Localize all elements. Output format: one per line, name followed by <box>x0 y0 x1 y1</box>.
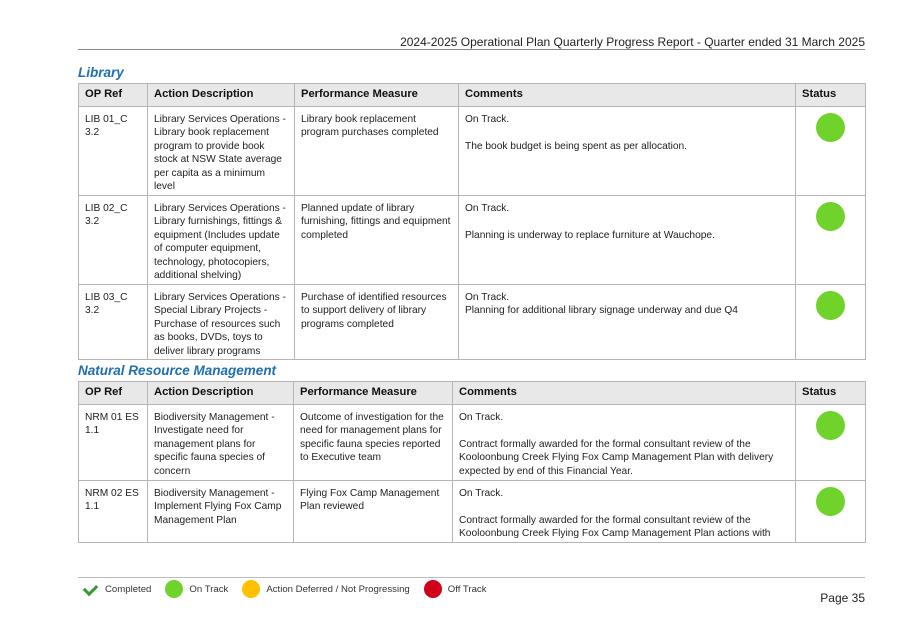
col-header-op-ref: OP Ref <box>79 84 148 107</box>
page-header <box>78 0 865 50</box>
table-row <box>79 196 866 285</box>
action-description: Biodiversity Management - Investigate need for management plans for specific fauna species of concern <box>148 405 294 481</box>
report-title: 2024-2025 Operational Plan Quarterly Progress Report - Quarter ended 31 March 2025 <box>400 35 865 49</box>
amber-circle-icon <box>242 580 260 598</box>
status-cell <box>796 196 866 285</box>
page-number: Page 35 <box>820 591 865 605</box>
comment-detail: Planning is underway to replace furniture at Wauchope. <box>465 229 715 241</box>
nrm-table <box>78 381 866 543</box>
legend-item-on-track <box>165 580 228 598</box>
performance-measure: Library book replacement program purchases completed <box>295 107 459 196</box>
performance-measure: Planned update of library furnishing, fittings and equipment completed <box>295 196 459 285</box>
table-row <box>79 107 866 196</box>
action-description: Library Services Operations - Special Library Projects - Purchase of resources such as books, DVDs, toys to deliver library programs <box>148 285 295 360</box>
op-ref: LIB 01_C 3.2 <box>79 107 148 196</box>
performance-measure: Purchase of identified resources to support delivery of library programs completed <box>295 285 459 360</box>
col-header-measure: Performance Measure <box>295 84 459 107</box>
on-track-status-icon <box>816 202 845 231</box>
col-header-op-ref: OP Ref <box>79 382 148 405</box>
legend-label: Completed <box>105 583 152 595</box>
comment-detail: The book budget is being spent as per allocation. <box>465 140 688 152</box>
on-track-status-icon <box>816 411 845 440</box>
on-track-status-icon <box>816 291 845 320</box>
comment-status: On Track. <box>459 488 504 499</box>
op-ref: NRM 01 ES 1.1 <box>79 405 148 481</box>
section-title-library: Library <box>78 65 124 80</box>
table-header-row <box>79 382 866 405</box>
op-ref: LIB 03_C 3.2 <box>79 285 148 360</box>
table-row <box>79 481 866 543</box>
legend-item-completed <box>82 584 151 595</box>
comment-status: On Track. <box>459 412 504 423</box>
status-legend <box>82 578 501 600</box>
comment-detail: Planning for additional library signage underway and due Q4 <box>465 305 738 317</box>
green-circle-icon <box>165 580 183 598</box>
col-header-action: Action Description <box>148 84 295 107</box>
comment-status: On Track. <box>465 114 510 125</box>
col-header-comments: Comments <box>453 382 796 405</box>
table-row <box>79 285 866 360</box>
table-header-row <box>79 84 866 107</box>
legend-label: On Track <box>189 583 229 595</box>
comments <box>459 107 796 196</box>
checkmark-icon <box>83 580 99 596</box>
op-ref: LIB 02_C 3.2 <box>79 196 148 285</box>
status-cell <box>796 405 866 481</box>
on-track-status-icon <box>816 487 845 516</box>
performance-measure: Flying Fox Camp Management Plan reviewed <box>294 481 453 543</box>
action-description: Library Services Operations - Library book replacement program to provide book stock at NSW State average per capita as a minimum level <box>148 107 295 196</box>
col-header-status: Status <box>796 382 866 405</box>
op-ref: NRM 02 ES 1.1 <box>79 481 148 543</box>
library-table <box>78 83 866 360</box>
legend-label: Action Deferred / Not Progressing <box>266 583 410 595</box>
section-title-natural-resource-management: Natural Resource Management <box>78 363 277 378</box>
comments <box>453 405 796 481</box>
comments <box>459 285 796 360</box>
status-cell <box>796 285 866 360</box>
comment-status: On Track. <box>465 292 510 303</box>
status-cell <box>796 107 866 196</box>
table-row <box>79 405 866 481</box>
comment-detail: Contract formally awarded for the formal consultant review of the Kooloonbung Creek Flying Fox Camp Management Plan with delivery expected by end of this Financial Year. <box>459 438 774 477</box>
col-header-measure: Performance Measure <box>294 382 453 405</box>
status-cell <box>796 481 866 543</box>
legend-item-off-track <box>424 580 487 598</box>
performance-measure: Outcome of investigation for the need for management plans for specific fauna species reported to Executive team <box>294 405 453 481</box>
col-header-comments: Comments <box>459 84 796 107</box>
col-header-status: Status <box>796 84 866 107</box>
comments <box>453 481 796 543</box>
comment-detail: Contract formally awarded for the formal consultant review of the Kooloonbung Creek Flying Fox Camp Management Plan actions with <box>459 514 771 540</box>
legend-label: Off Track <box>447 583 487 595</box>
comments <box>459 196 796 285</box>
action-description: Library Services Operations - Library furnishings, fittings & equipment (Includes update of computer equipment, technology, photocopiers, additional shelving) <box>148 196 295 285</box>
on-track-status-icon <box>816 113 845 142</box>
col-header-action: Action Description <box>148 382 294 405</box>
legend-item-deferred <box>242 580 409 598</box>
comment-status: On Track. <box>465 203 510 214</box>
red-circle-icon <box>424 580 442 598</box>
action-description: Biodiversity Management - Implement Flying Fox Camp Management Plan <box>148 481 294 543</box>
